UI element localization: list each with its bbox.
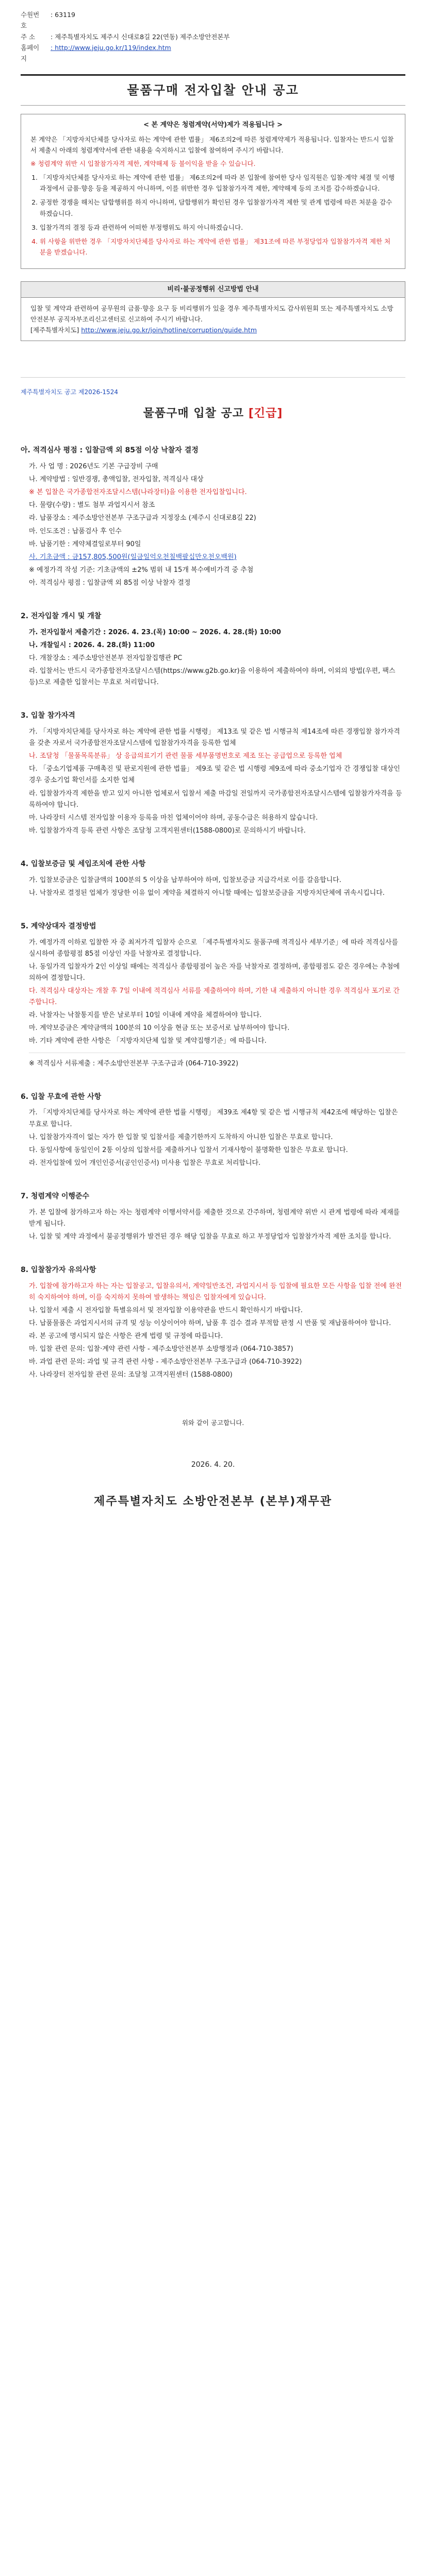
report-box: [21, 281, 405, 342]
s1-f: 바. 납품기한 : 계약체결일로부터 90일: [29, 540, 141, 548]
sub-title-text: 물품구매 입찰 공고: [143, 406, 244, 420]
page-title: 물품구매 전자입찰 안내 공고: [21, 74, 405, 106]
s1-b: 나. 계약방법 : 일반경쟁, 총액입찰, 전자입찰, 적격심사 대상: [29, 476, 204, 484]
s5-b: 나. 동일가격 입찰자가 2인 이상일 때에는 적격심사 종합평점이 높은 자를 낙찰자로 결정하며, 종합평점도 같은 경우에는 추첨에 의하여 결정합니다.: [29, 962, 400, 982]
address: : 제주특별자치도 제주시 신대로8길 22(연동) 제주소방안전본부: [51, 32, 230, 41]
s5-d: 라. 낙찰자는 낙찰통지를 받은 날로부터 10일 이내에 계약을 체결하여야 합니다.: [29, 1011, 262, 1020]
homepage-label: 홈페이지: [21, 43, 40, 62]
s6-a: 가. 「지방자치단체를 당사자로 하는 계약에 관한 법률 시행령」 제39조 제4항 및 같은 법 시행규칙 제42조에 해당하는 입찰은 무효로 합니다.: [29, 1109, 398, 1128]
closing-text: 위와 같이 공고합니다.: [182, 1418, 244, 1427]
notice-list: [30, 172, 396, 258]
integrity-notice: [21, 114, 405, 269]
report-link-row: [30, 325, 396, 335]
s8-d: 라. 본 공고에 명시되지 않은 사항은 관계 법령 및 규정에 따릅니다.: [29, 1332, 223, 1341]
s3-e: 마. 나라장터 시스템 전자입찰 이용자 등록을 마친 업체이어야 하며, 공동수급은 허용하지 않습니다.: [29, 814, 318, 822]
section-7-items: [21, 1207, 405, 1243]
urgent-tag: [긴급]: [248, 406, 283, 420]
section-2-items: [21, 627, 405, 688]
s2-b: 나. 개찰일시 : 2026. 4. 28.(화) 11:00: [29, 641, 155, 649]
s3-c: 다. 「중소기업제품 구매촉진 및 판로지원에 관한 법률」 제9조 및 같은 법 시행령 제9조에 따라 중소기업자 간 경쟁입찰 대상인 경우 중소기업 확인서를 소지한 업체: [29, 765, 400, 785]
section-6-items: [21, 1107, 405, 1168]
doc-no: : 63119: [51, 11, 75, 19]
s5-c: 다. 적격심사 대상자는 개찰 후 7일 이내에 적격심사 서류를 제출하여야 하며, 기한 내 제출하지 아니한 경우 적격심사 포기로 간주합니다.: [29, 987, 400, 1007]
section-1-heading: 아. 적격심사 평점 : 입찰금액 외 85점 이상 낙찰자 결정: [21, 446, 199, 455]
s8-g: 사. 나라장터 전자입찰 관련 문의: 조달청 고객지원센터 (1588-0800): [29, 1371, 233, 1379]
notice-number: 제주특별자치도 공고 제2026-1524: [21, 388, 118, 396]
s3-b: 나. 조달청 「물품목록분류」 상 응급의료기기 관련 물품 세부품명번호로 제조 또는 공급업으로 등록한 업체: [29, 752, 342, 760]
report-body: [21, 298, 405, 341]
s1-c: 다. 물량(수량) : 별도 첨부 과업지시서 참조: [29, 501, 155, 510]
report-link-label: [제주특별자치도]: [30, 326, 79, 334]
notice-p1: 본 계약은 「지방자치단체를 당사자로 하는 계약에 관한 법률」 제6조의2에 따른 청렴계약제가 적용됩니다. 입찰자는 반드시 입찰서 제출시 아래의 청렴계약서에 관한 내용을 숙지하시고 입찰에 참여하여 주시기 바랍니다.: [30, 135, 394, 155]
s8-e: 마. 입찰 관련 문의: 입찰·계약 관련 사항 - 제주소방안전본부 소방행정과 (064-710-3857): [29, 1345, 293, 1353]
s4-a: 가. 입찰보증금은 입찰금액의 100분의 5 이상을 납부하여야 하며, 입찰보증금 지급각서로 이를 갈음합니다.: [29, 876, 341, 884]
section-8-heading: 8. 입찰참가자 유의사항: [21, 1265, 96, 1274]
s6-b: 나. 입찰참가자격이 없는 자가 한 입찰 및 입찰서를 제출기한까지 도착하지 아니한 입찰은 무효로 합니다.: [29, 1133, 333, 1141]
divider: [21, 377, 405, 378]
section-5-heading: 5. 계약상대자 결정방법: [21, 922, 96, 930]
address-row: [21, 31, 405, 42]
section-1: [21, 445, 405, 589]
s5-f: 바. 기타 계약에 관한 사항은 「지방자치단체 입찰 및 계약집행기준」에 따릅니다.: [29, 1037, 267, 1045]
notice-item-3: 3. 입찰가격의 결정 등과 관련하여 어떠한 부정행위도 하지 아니하겠습니다.: [40, 222, 396, 233]
s2-d: 라. 입찰서는 반드시 국가종합전자조달시스템(https://www.g2b.go.kr)을 이용하여 제출하여야 하며, 이외의 방법(우편, 팩스 등)으로 제출한 입찰서는 무효로 처리합니다.: [29, 667, 396, 687]
s1-e: 마. 인도조건 : 납품검사 후 인수: [29, 527, 122, 535]
homepage-link[interactable]: : http://www.jeju.go.kr/119/index.htm: [51, 43, 171, 52]
section-4: [21, 858, 405, 899]
s5-a: 가. 예정가격 이하로 입찰한 자 중 최저가격 입찰자 순으로 「제주특별자치도 물품구매 적격심사 세부기준」에 따라 적격심사를 실시하여 종합평점 85점 이상인 자를 낙찰자로 결정합니다.: [29, 938, 398, 958]
notice-item-2: 2. 공정한 경쟁을 해치는 담합행위를 하지 아니하며, 담합행위가 확인된 경우 입찰참가자격 제한 및 관계 법령에 따른 처분을 감수하겠습니다.: [40, 197, 396, 219]
s8-b: 나. 입찰서 제출 시 전자입찰 특별유의서 및 전자입찰 이용약관을 반드시 확인하시기 바랍니다.: [29, 1306, 303, 1314]
s1-h: 아. 적격심사 평점 : 입찰금액 외 85점 이상 낙찰자 결정: [29, 579, 191, 587]
section-5-items: [21, 937, 405, 1070]
address-label: 주 소: [21, 32, 36, 41]
report-link[interactable]: http://www.jeju.go.kr/join/hotline/corruption/guide.htm: [81, 326, 257, 334]
s6-c: 다. 동일사항에 동일인이 2통 이상의 입찰서를 제출하거나 입찰서 기재사항이 불명확한 입찰은 무효로 합니다.: [29, 1146, 348, 1154]
s3-f: 바. 입찰참가자격 등록 관련 사항은 조달청 고객지원센터(1588-0800)로 문의하시기 바랍니다.: [29, 826, 306, 835]
section-6-heading: 6. 입찰 무효에 관한 사항: [21, 1092, 102, 1101]
s5-note: ※ 적격심사 서류제출 : 제주소방안전본부 구조구급과 (064-710-3922): [29, 1059, 239, 1067]
s7-a: 가. 본 입찰에 참가하고자 하는 자는 청렴계약 이행서약서를 제출한 것으로 간주하며, 청렴계약 위반 시 관계 법령에 따라 제재를 받게 됩니다.: [29, 1208, 400, 1228]
section-3-heading: 3. 입찰 참가자격: [21, 711, 75, 720]
notice-date: 2026. 4. 20.: [191, 1460, 235, 1469]
section-8: [21, 1264, 405, 1381]
homepage-row: [21, 42, 405, 64]
notice-item-4: 4. 위 사항을 위반한 경우 「지방자치단체를 당사자로 하는 계약에 관한 법률」 제31조에 따른 부정당업자 입찰참가자격 제한 처분을 받겠습니다.: [40, 236, 396, 258]
section-1-items: [21, 461, 405, 589]
s3-d: 라. 입찰참가자격 제한을 받고 있지 아니한 업체로서 입찰서 제출 마감일 전일까지 국가종합전자조달시스템에 입찰참가자격을 등록하여야 합니다.: [29, 789, 402, 809]
report-text: 입찰 및 계약과 관련하여 공무원의 금품·향응 요구 등 비리행위가 있을 경우 제주특별자치도 감사위원회 또는 제주특별자치도 소방안전본부 공직자부조리신고센터로 신고하여 주시기 바랍니다.: [30, 304, 394, 323]
s1-g-sub: ※ 예정가격 작성 기준: 기초금액의 ±2% 범위 내 15개 복수예비가격 중 추첨: [29, 566, 254, 574]
s3-a: 가. 「지방자치단체를 당사자로 하는 계약에 관한 법률 시행령」 제13조 및 같은 법 시행규칙 제14조에 따른 경쟁입찰 참가자격을 갖춘 자로서 국가종합전자조달시스템에 입찰참가자격을 등록한 업체: [29, 728, 400, 748]
s2-c: 다. 개찰장소 : 제주소방안전본부 전자입찰집행관 PC: [29, 654, 183, 662]
doc-header: [0, 0, 426, 69]
doc-no-label: 수원번호: [21, 11, 40, 30]
s1-d: 라. 납품장소 : 제주소방안전본부 구조구급과 지정장소 (제주시 신대로8길 22): [29, 514, 256, 522]
notice-head: < 본 계약은 청렴계약(서약)제가 적용됩니다 >: [143, 121, 283, 129]
section-4-items: [21, 875, 405, 899]
section-8-items: [21, 1281, 405, 1381]
s4-b: 나. 낙찰자로 결정된 업체가 정당한 이유 없이 계약을 체결하지 아니할 때에는 입찰보증금을 지방자치단체에 귀속시킵니다.: [29, 889, 385, 897]
section-2: [21, 611, 405, 688]
report-bar: 비리·불공정행위 신고방법 안내: [21, 282, 405, 298]
s7-b: 나. 입찰 및 계약 과정에서 불공정행위가 발견된 경우 해당 입찰을 무효로 하고 부정당업자 입찰참가자격 제한 조치를 합니다.: [29, 1232, 391, 1241]
s1-g: 사. 기초금액 : 금157,805,500원(일금일억오천칠백팔십만오천오백원): [29, 553, 237, 561]
section-6: [21, 1091, 405, 1169]
s8-a: 가. 입찰에 참가하고자 하는 자는 입찰공고, 입찰유의서, 계약일반조건, 과업지시서 등 입찰에 필요한 모든 사항을 입찰 전에 완전히 숙지하여야 하며, 이를 숙지하지 못하여 발생하는 책임은 입찰자에게 있습니다.: [29, 1282, 402, 1301]
section-7-heading: 7. 청렴계약 이행준수: [21, 1192, 89, 1200]
s8-c: 다. 납품물품은 과업지시서의 규격 및 성능 이상이어야 하며, 납품 후 검수 결과 부적합 판정 시 반품 및 재납품하여야 합니다.: [29, 1319, 391, 1328]
section-3-items: [21, 726, 405, 837]
issuing-org: 제주특별자치도 소방안전본부 (본부)재무관: [94, 1495, 332, 1508]
section-7: [21, 1191, 405, 1243]
s5-e: 마. 계약보증금은 계약금액의 100분의 10 이상을 현금 또는 보증서로 납부하여야 합니다.: [29, 1024, 290, 1032]
section-2-heading: 2. 전자입찰 개시 및 개찰: [21, 612, 102, 620]
content: [21, 445, 405, 1511]
s1-b-sub: ※ 본 입찰은 국가종합전자조달시스템(나라장터)을 이용한 전자입찰입니다.: [29, 488, 247, 497]
section-4-heading: 4. 입찰보증금 및 세입조치에 관한 사항: [21, 859, 146, 868]
s8-f: 바. 과업 관련 문의: 과업 및 규격 관련 사항 - 제주소방안전본부 구조구급과 (064-710-3922): [29, 1358, 302, 1366]
doc-no-row: [21, 9, 405, 31]
section-5: [21, 921, 405, 1070]
s2-a: 가. 전자입찰서 제출기간 : 2026. 4. 23.(목) 10:00 ~ 2026. 4. 28.(화) 10:00: [29, 628, 281, 636]
s6-d: 라. 전자입찰에 있어 개인인증서(공인인증서) 미사용 입찰은 무효로 처리합니다.: [29, 1159, 261, 1167]
notice-p2: ※ 청렴계약 위반 시 입찰참가자격 제한, 계약해제 등 불이익을 받을 수 있습니다.: [30, 159, 256, 167]
notice-item-1: 1. 「지방자치단체를 당사자로 하는 계약에 관한 법률」 제6조의2에 따라 본 입찰에 참여한 당사 임직원은 입찰·계약 체결 및 이행과정에서 금품·향응 등을 제공하지 아니하며, 이를 위반한 경우 입찰참가자격 제한, 계약해제 등의 조치를 감수하겠습니다.: [40, 172, 396, 194]
s1-a: 가. 사 업 명 : 2026년도 기본 구급장비 구매: [29, 463, 158, 471]
section-3: [21, 710, 405, 837]
sub-title: [21, 404, 405, 423]
